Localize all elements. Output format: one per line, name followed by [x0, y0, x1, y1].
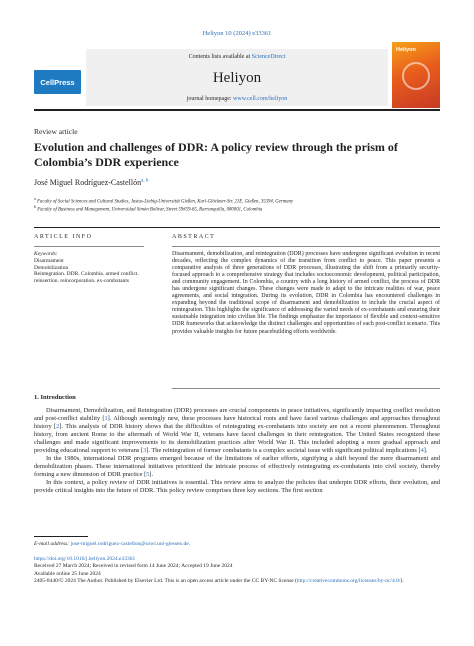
citation-link[interactable]: 4	[420, 447, 424, 455]
abstract-heading: ABSTRACT	[172, 234, 216, 240]
journal-cover-image[interactable]	[392, 42, 440, 108]
citation-link[interactable]: 1	[104, 415, 108, 423]
contents-prefix: Contents lists available at	[188, 54, 252, 60]
license-link[interactable]: http://creativecommons.org/licenses/by-nc/4.0/	[296, 577, 401, 584]
affiliation-b	[34, 204, 262, 213]
article-info-heading: ARTICLE INFO	[34, 234, 93, 240]
text-run: ).	[400, 577, 404, 584]
text-run: In the 1980s, international DDR programs emerged because of the limitations of earlier efforts, signifying a shift beyond the mere disarmament and demobilization phases. These international initiatives prioritized the intricate process of effectively reintegrating ex-combatants into civil society, thereby forming a new dimension of DDR practice [	[34, 455, 440, 479]
available-online: Available online 25 June 2024	[34, 570, 101, 577]
keyword: Disarmament	[34, 258, 64, 264]
cover-title: Heliyon	[396, 47, 416, 53]
homepage-link[interactable]: www.cell.com/heliyon	[233, 96, 288, 102]
header-rule	[34, 109, 440, 111]
affiliation-text: Faculty of Business and Management, Universidad Simón Bolívar, Street 59#59-65, Barranquilla, 080001, Colombia	[37, 207, 263, 213]
affiliation-mark: b	[34, 204, 36, 209]
contents-line	[86, 54, 388, 60]
text-run: Disarmament, Demobilization, and Reintegration (DDR) processes are crucial components in peace initiatives, significantly impacting conflict resolution and post-conflict stability [	[34, 407, 440, 423]
abstract-rule	[172, 246, 440, 247]
section-heading-introduction: 1. Introduction	[34, 394, 76, 401]
journal-reference[interactable]: Heliyon 10 (2024) e33361	[202, 30, 272, 37]
homepage-prefix: journal homepage:	[186, 96, 234, 102]
author-affiliation-marks[interactable]: a, b	[141, 178, 149, 184]
citation-link[interactable]: 5	[146, 471, 150, 479]
info-rule	[34, 246, 144, 247]
email-label: E-mail address:	[34, 541, 70, 547]
citation-link[interactable]: 2	[56, 423, 60, 431]
citation-link[interactable]: 3	[143, 447, 147, 455]
article-title: Evolution and challenges of DDR: A policy review through the prism of Colombia’s DDR experience	[34, 140, 398, 169]
footnote-rule	[34, 536, 88, 537]
article-metadata	[34, 556, 440, 585]
keyword: reinsertion. reincorporation. ex-combatants	[34, 277, 129, 284]
license-statement	[34, 578, 440, 585]
email-link[interactable]: jose-miguel.rodriguez-castellon@sowi.uni-giessen.de	[70, 541, 189, 547]
paragraph: In this context, a policy review of DDR initiatives is essential. This review aims to analyze the policies that underpin DDR efforts, their evolution, and provide critical insights into the future of DDR. This policy review comprises three key sections. The first section	[34, 479, 440, 495]
article-type: Review article	[34, 127, 78, 136]
cellpress-logo-text: CellPress	[40, 77, 75, 87]
keyword: Demobilization	[34, 264, 69, 271]
affiliation-mark: a	[34, 196, 36, 201]
keywords-title: Keywords:	[34, 251, 58, 257]
paragraph	[34, 455, 440, 479]
cellpress-logo[interactable]	[34, 70, 81, 94]
email-footnote	[34, 541, 190, 547]
affiliation-text: Faculty of Social Sciences and Cultural Studies, Justus-Liebig-Universität Gießen, Karl-Glöckner-Str. 21E, Gießen, 35394, Germany	[36, 199, 294, 205]
text-run: .	[188, 541, 191, 547]
journal-name: Heliyon	[212, 70, 262, 86]
journal-header	[34, 42, 440, 112]
divider	[34, 227, 440, 228]
text-run: ].	[423, 447, 428, 455]
text-run: ]. The reintegration of former combatants is a complex societal issue with significant political implications [	[146, 447, 421, 455]
keyword: Reintegration. DDR. Colombia. armed conflict.	[34, 271, 139, 277]
history-dates: Received 27 March 2024; Received in revised form 14 June 2024; Accepted 19 June 2024	[34, 563, 233, 570]
text-run: 2405-8440/© 2024 The Author. Published by Elsevier Ltd. This is an open access article under the CC BY-NC license (	[34, 577, 297, 584]
text-run: ].	[149, 471, 154, 479]
text-run: ]. This analysis of DDR history shows that the difficulties of reintegrating ex-combatants into society are not a recent phenomenon. Throughout history, from ancient Rome to the aftermath of World War II, veterans have faced challenges in their reintegration. The United States recognized these challenges and made significant improvements to its demobilization practices after World War II. This included adopting a more gradual approach and providing educational support to veterans [	[34, 423, 440, 455]
keywords-list	[34, 258, 139, 284]
abstract-bottom-rule	[172, 388, 440, 389]
author-name: José Miguel Rodríguez-Castellón	[34, 178, 142, 187]
cover-graphic	[402, 62, 430, 90]
author-line	[34, 178, 148, 187]
text-run: ]. Although seemingly new, these processes have historical roots and have faced various challenges and approaches throughout history [	[34, 415, 440, 431]
abstract-text: Disarmament, demobilization, and reintegration (DDR) processes have undergone significant evolution in recent decades, reflecting the complex dynamics of the transition from conflict to peace. This paper presents a comparative analysis of three generations of DDR processes, illustrating the shift from a primarily security-focused approach to a comprehensive strategy that includes socioeconomic development, political participation, and community engagement. In Colombia, a country with a long history of armed conflict, the process of DDR has undergone significant changes. These changes were made to adapt to the intricate realities of war, peace agreements, and social integration. During its evolution, DDR in Colombia has encountered challenges in expanding beyond the traditional scope of disarmament and demobilization to include the crucial aspect of reintegration. This highlights the significance of addressing the varied needs of ex-combatants and ensuring their sustainable integration into civilian life. The findings emphasize the importance of flexible and context-sensitive DDR frameworks that acknowledge the distinct challenges and opportunities of each post-conflict scenario. This provides valuable insights for future peacebuilding efforts worldwide.	[172, 251, 440, 335]
sciencedirect-link[interactable]: ScienceDirect	[251, 54, 286, 60]
doi-link[interactable]: https://doi.org/10.1016/j.heliyon.2024.e33361	[34, 556, 136, 562]
homepage-line	[86, 96, 388, 102]
introduction-body	[34, 407, 440, 496]
paragraph	[34, 407, 440, 455]
